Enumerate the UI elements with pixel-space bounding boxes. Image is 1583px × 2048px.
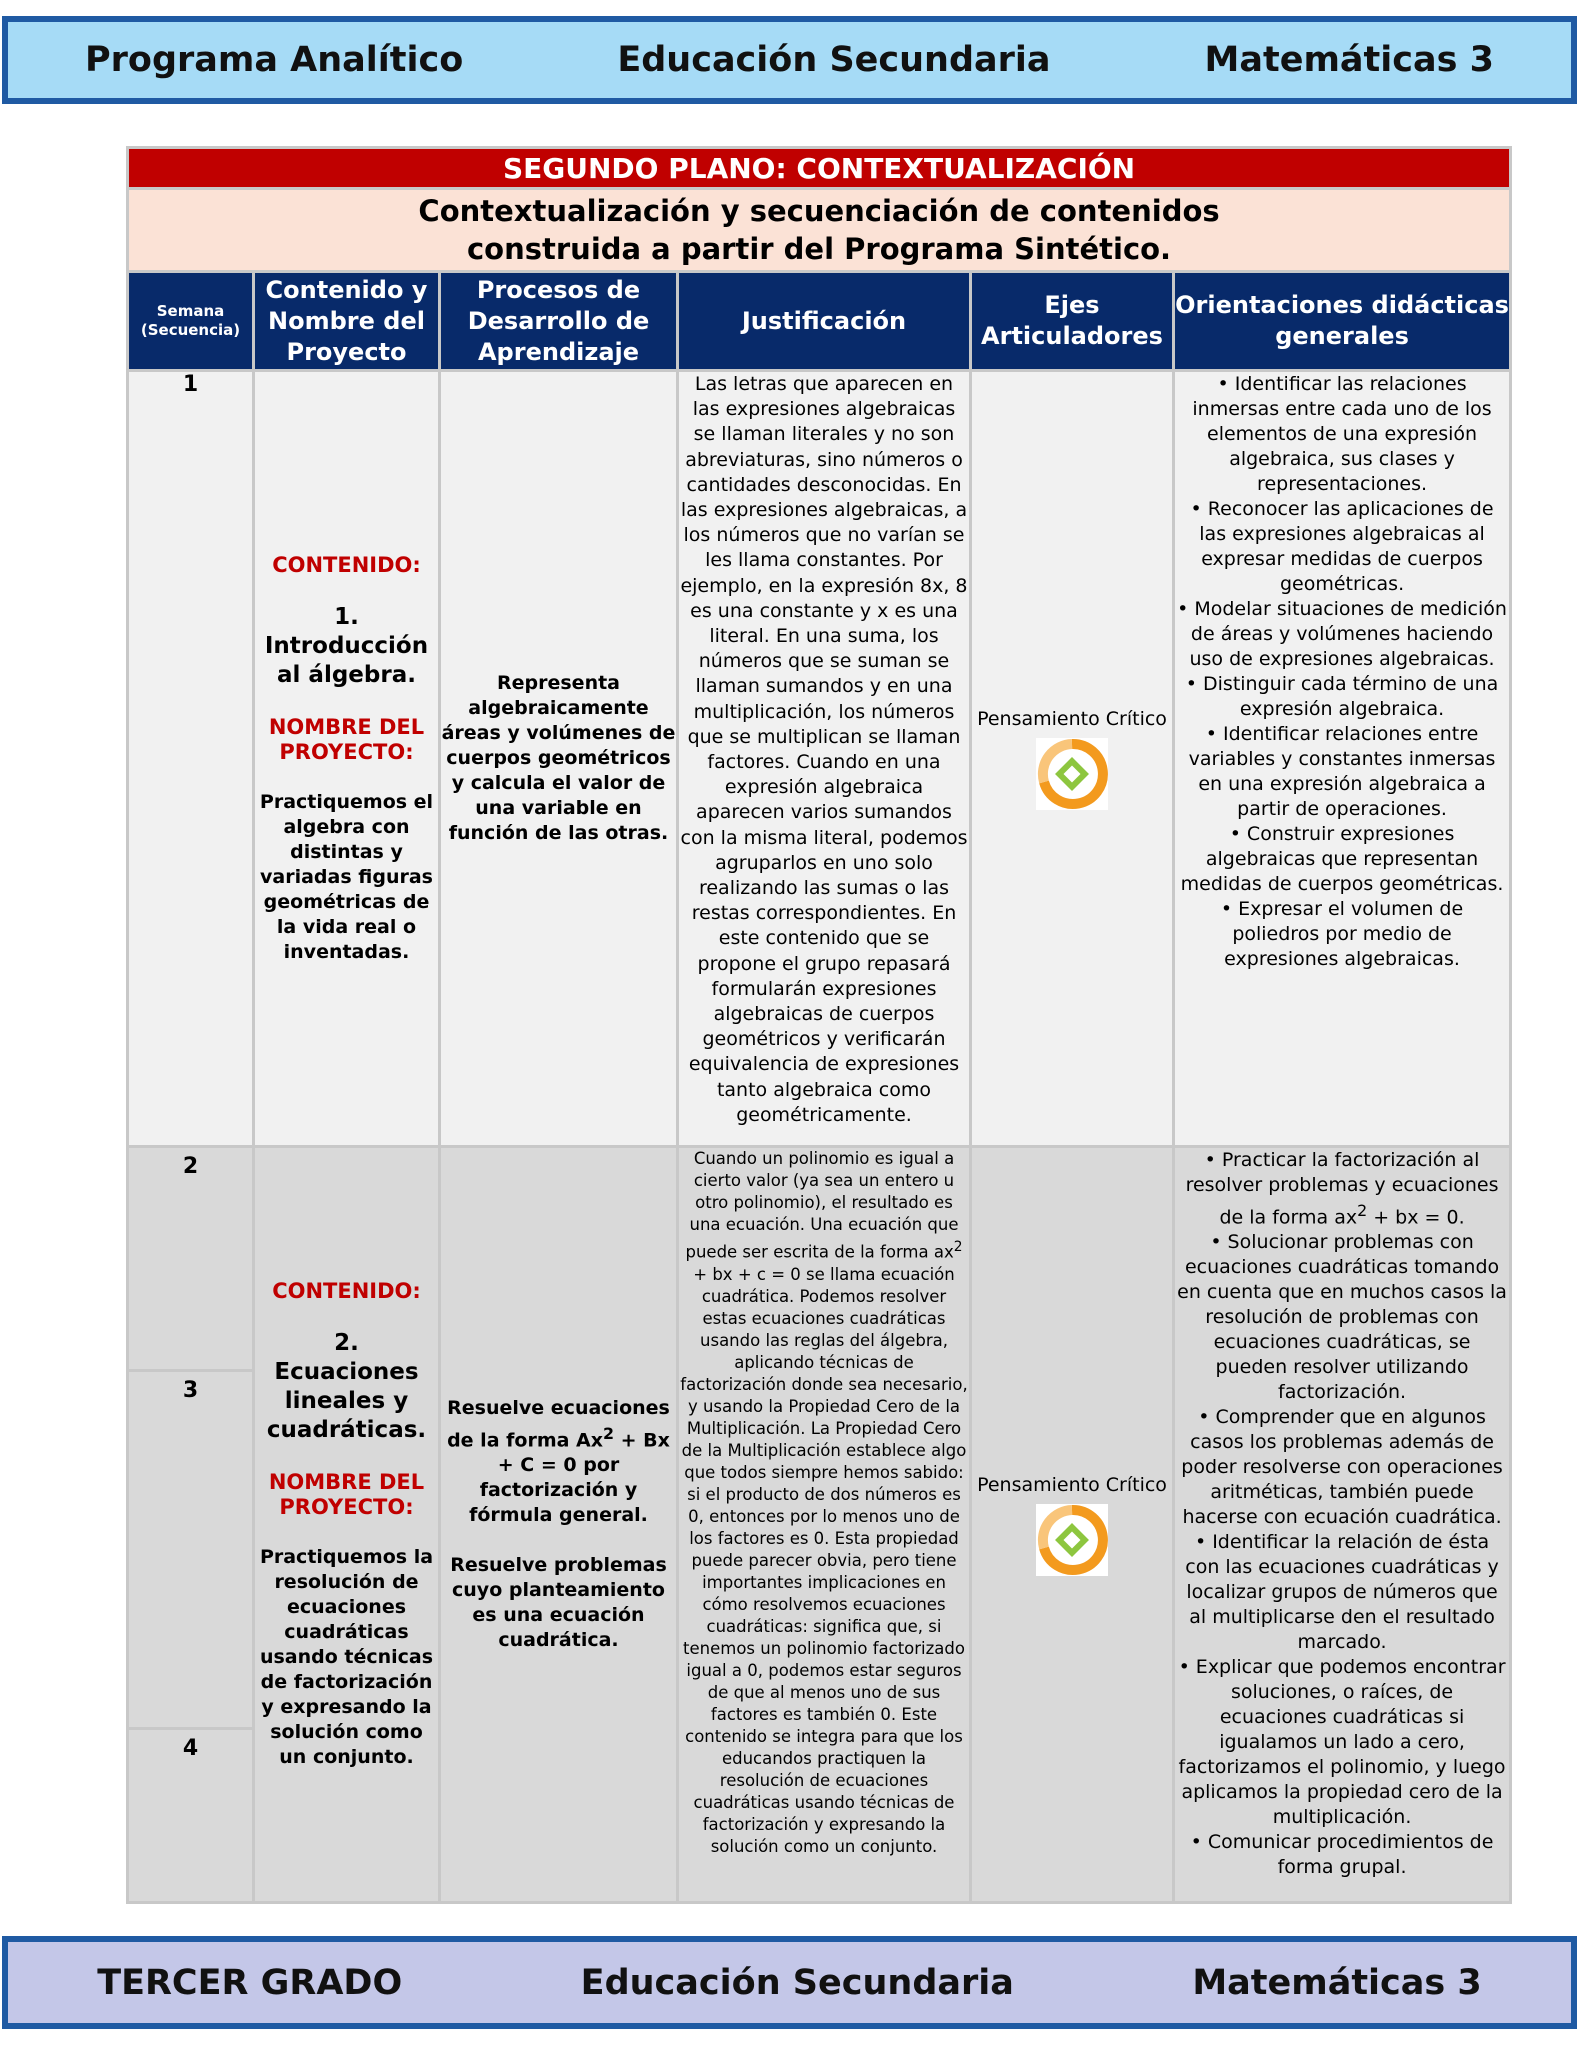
table-row <box>128 1147 1511 1903</box>
pensamiento-critico-icon <box>1036 738 1108 810</box>
superscript: 2 <box>603 1423 615 1443</box>
project-name: Practiquemos el algebra con distintas y variadas figuras geométricas de la vida real o inventadas. <box>259 790 434 963</box>
orientation-item: • Explicar que podemos encontrar soluciones, o raíces, de ecuaciones cuadráticas si igualamos un lado a cero, factorizamos el polinomio, y luego aplicamos la propiedad cero de la multiplicación. <box>1178 1656 1506 1829</box>
footer-level: Educación Secundaria <box>580 1962 1014 2003</box>
learning-process: Representa algebraicamente áreas y volúmenes de cuerpos geométricos y calcula el valor de una variable en función de las otras. <box>440 371 678 1147</box>
orientation-item: • Expresar el volumen de poliedros por medio de expresiones algebraicas. <box>1220 898 1464 970</box>
superscript: 2 <box>953 1239 963 1255</box>
content-title: Ecuaciones lineales y cuadráticas. <box>266 1359 427 1443</box>
column-header-contenido: Contenido y Nombre del Proyecto <box>254 272 440 371</box>
project-label: NOMBRE DEL PROYECTO: <box>268 714 425 764</box>
axis-label: Pensamiento Crítico <box>977 708 1167 730</box>
column-header-ejes: Ejes Articuladores <box>971 272 1174 371</box>
week-number: 1 <box>128 371 254 1147</box>
content-cell <box>254 1147 440 1903</box>
column-header-orientaciones: Orientaciones didácticas generales <box>1174 272 1511 371</box>
week-number: 3 <box>129 1372 252 1730</box>
orientation-item: • Identificar la relación de ésta con las ecuaciones cuadráticas y localizar grupos de números que al multiplicarse den el resultado marcado. <box>1185 1531 1499 1654</box>
orientation-item: • Comprender que en algunos casos los problemas además de poder resolverse con operaciones aritméticas, también puede hacerse con ecuación cuadrática. <box>1181 1406 1503 1529</box>
week-cell <box>128 1147 254 1903</box>
orientation-item: • Identificar relaciones entre variables y constantes inmersas en una expresión algebraica a partir de operaciones. <box>1188 723 1496 820</box>
column-header-semana: Semana (Secuencia) <box>128 272 254 371</box>
orientation-item: • Solucionar problemas con ecuaciones cuadráticas tomando en cuenta que en muchos casos la resolución de problemas con ecuaciones cuadráticas, se pueden resolver utilizando factorización. <box>1177 1231 1507 1404</box>
column-header-justificacion: Justificación <box>678 272 971 371</box>
justification-post: + bx + c = 0 se llama ecuación cuadrática. Podemos resolver estas ecuaciones cuadráticas usando las reglas del álgebra, aplicando técnicas de factorización donde sea necesario, y usando la Propiedad Cero de la Multiplicación. La Propiedad Cero de la Multiplicación establece algo que todos siempre hemos sabido: si el producto de dos números es 0, entonces por lo menos uno de los factores es 0. Esta propiedad puede parecer obvia, pero tiene importantes implicaciones en cómo resolvemos ecuaciones cuadráticas: significa que, si tenemos un polinomio factorizado igual a 0, podemos estar seguros de que al menos uno de sus factores es también 0. Este contenido se integra para que los educandos practiquen la resolución de ecuaciones cuadráticas usando técnicas de factorización y expresando la solución como un conjunto. <box>680 1264 968 1856</box>
content-label: CONTENIDO: <box>272 1279 421 1303</box>
content-number: 1. <box>334 603 359 630</box>
content-number: 2. <box>334 1330 359 1356</box>
orientation-item: • Comunicar procedimientos de forma grupal. <box>1190 1831 1494 1879</box>
orientation-item: • Modelar situaciones de medición de áreas y volúmenes haciendo uso de expresiones algebraicas. <box>1177 598 1507 670</box>
orientation-item: • Distinguir cada término de una expresión algebraica. <box>1185 673 1499 720</box>
justification-pre: Cuando un polinomio es igual a cierto valor (ya sea un entero u otro polinomio), el resultado es una ecuación. Una ecuación que puede ser escrita de la forma ax <box>685 1149 959 1262</box>
orientation-item: • Reconocer las aplicaciones de las expresiones algebraicas al expresar medidas de cuerpos geométricas. <box>1190 498 1494 595</box>
orientation-item: • Construir expresiones algebraicas que representan medidas de cuerpos geométricas. <box>1180 823 1504 895</box>
justification-text: Las letras que aparecen en las expresiones algebraicas se llaman literales y no son abreviaturas, sino números o cantidades desconocidas. En las expresiones algebraicas, a los números que no varían se les llama constantes. Por ejemplo, en la expresión 8x, 8 es una constante y x es una literal. En una suma, los números que se suman se llaman sumandos y en una multiplicación, los números que se multiplican se llaman factores. Cuando en una expresión algebraica aparecen varios sumandos con la misma literal, podemos agruparlos en uno solo realizando las sumas o las restas correspondientes. En este contenido que se propone el grupo repasará formularán expresiones algebraicas de cuerpos geométricos y verificarán equivalencia de expresiones tanto algebraica como geométricamente. <box>678 371 971 1147</box>
learning-process-a-pre: Resuelve ecuaciones de la forma Ax <box>447 1396 670 1452</box>
learning-process-a-post: + Bx + C = 0 por factorización y fórmula general. <box>469 1429 670 1527</box>
axis-cell <box>971 371 1174 1147</box>
content-label: CONTENIDO: <box>272 552 421 577</box>
project-name: Practiquemos la resolución de ecuaciones cuadráticas usando técnicas de factorización y expresando la solución como un conjunto. <box>259 1546 434 1768</box>
column-header-procesos: Procesos de Desarrollo de Aprendizaje <box>440 272 678 371</box>
content-title: Introducción al álgebra. <box>264 632 429 688</box>
table-title: SEGUNDO PLANO: CONTEXTUALIZACIÓN <box>128 148 1511 189</box>
footer-subject: Matemáticas 3 <box>1192 1962 1482 2003</box>
learning-process <box>440 1147 678 1903</box>
header-banner <box>2 16 1577 104</box>
header-subject: Matemáticas 3 <box>1204 40 1494 80</box>
pensamiento-critico-icon <box>1036 1504 1108 1576</box>
footer-grade: TERCER GRADO <box>97 1962 403 2003</box>
footer-banner <box>2 1936 1577 2029</box>
table-subtitle <box>128 189 1511 272</box>
axis-cell <box>971 1147 1174 1903</box>
table-subtitle-line1: Contextualización y secuenciación de contenidos <box>418 194 1220 228</box>
orientation-item <box>1175 1148 1509 1230</box>
justification-text <box>678 1147 971 1903</box>
orientation-cell <box>1174 371 1511 1147</box>
content-cell <box>254 371 440 1147</box>
contextualization-table <box>126 146 1512 1904</box>
header-level: Educación Secundaria <box>617 40 1051 80</box>
orientation-item: • Identificar las relaciones inmersas entre cada uno de los elementos de una expresión algebraica, sus clases y representaciones. <box>1192 373 1492 495</box>
axis-label: Pensamiento Crítico <box>977 1474 1167 1496</box>
superscript: 2 <box>1357 1201 1368 1220</box>
header-program: Programa Analítico <box>85 40 464 80</box>
week-number: 4 <box>182 1736 199 1761</box>
orientation-first-pre: • Practicar la factorización al resolver problemas y ecuaciones de la forma ax <box>1185 1149 1499 1229</box>
table-subtitle-line2: construida a partir del Programa Sintético. <box>466 232 1172 266</box>
week-number: 2 <box>129 1148 252 1372</box>
orientation-first-post: + bx = 0. <box>1367 1206 1465 1229</box>
orientation-cell <box>1174 1147 1511 1903</box>
project-label: NOMBRE DEL PROYECTO: <box>268 1470 425 1519</box>
learning-process-a <box>441 1396 676 1528</box>
learning-process-b: Resuelve problemas cuyo planteamiento es una ecuación cuadrática. <box>450 1554 667 1652</box>
table-row <box>128 371 1511 1147</box>
